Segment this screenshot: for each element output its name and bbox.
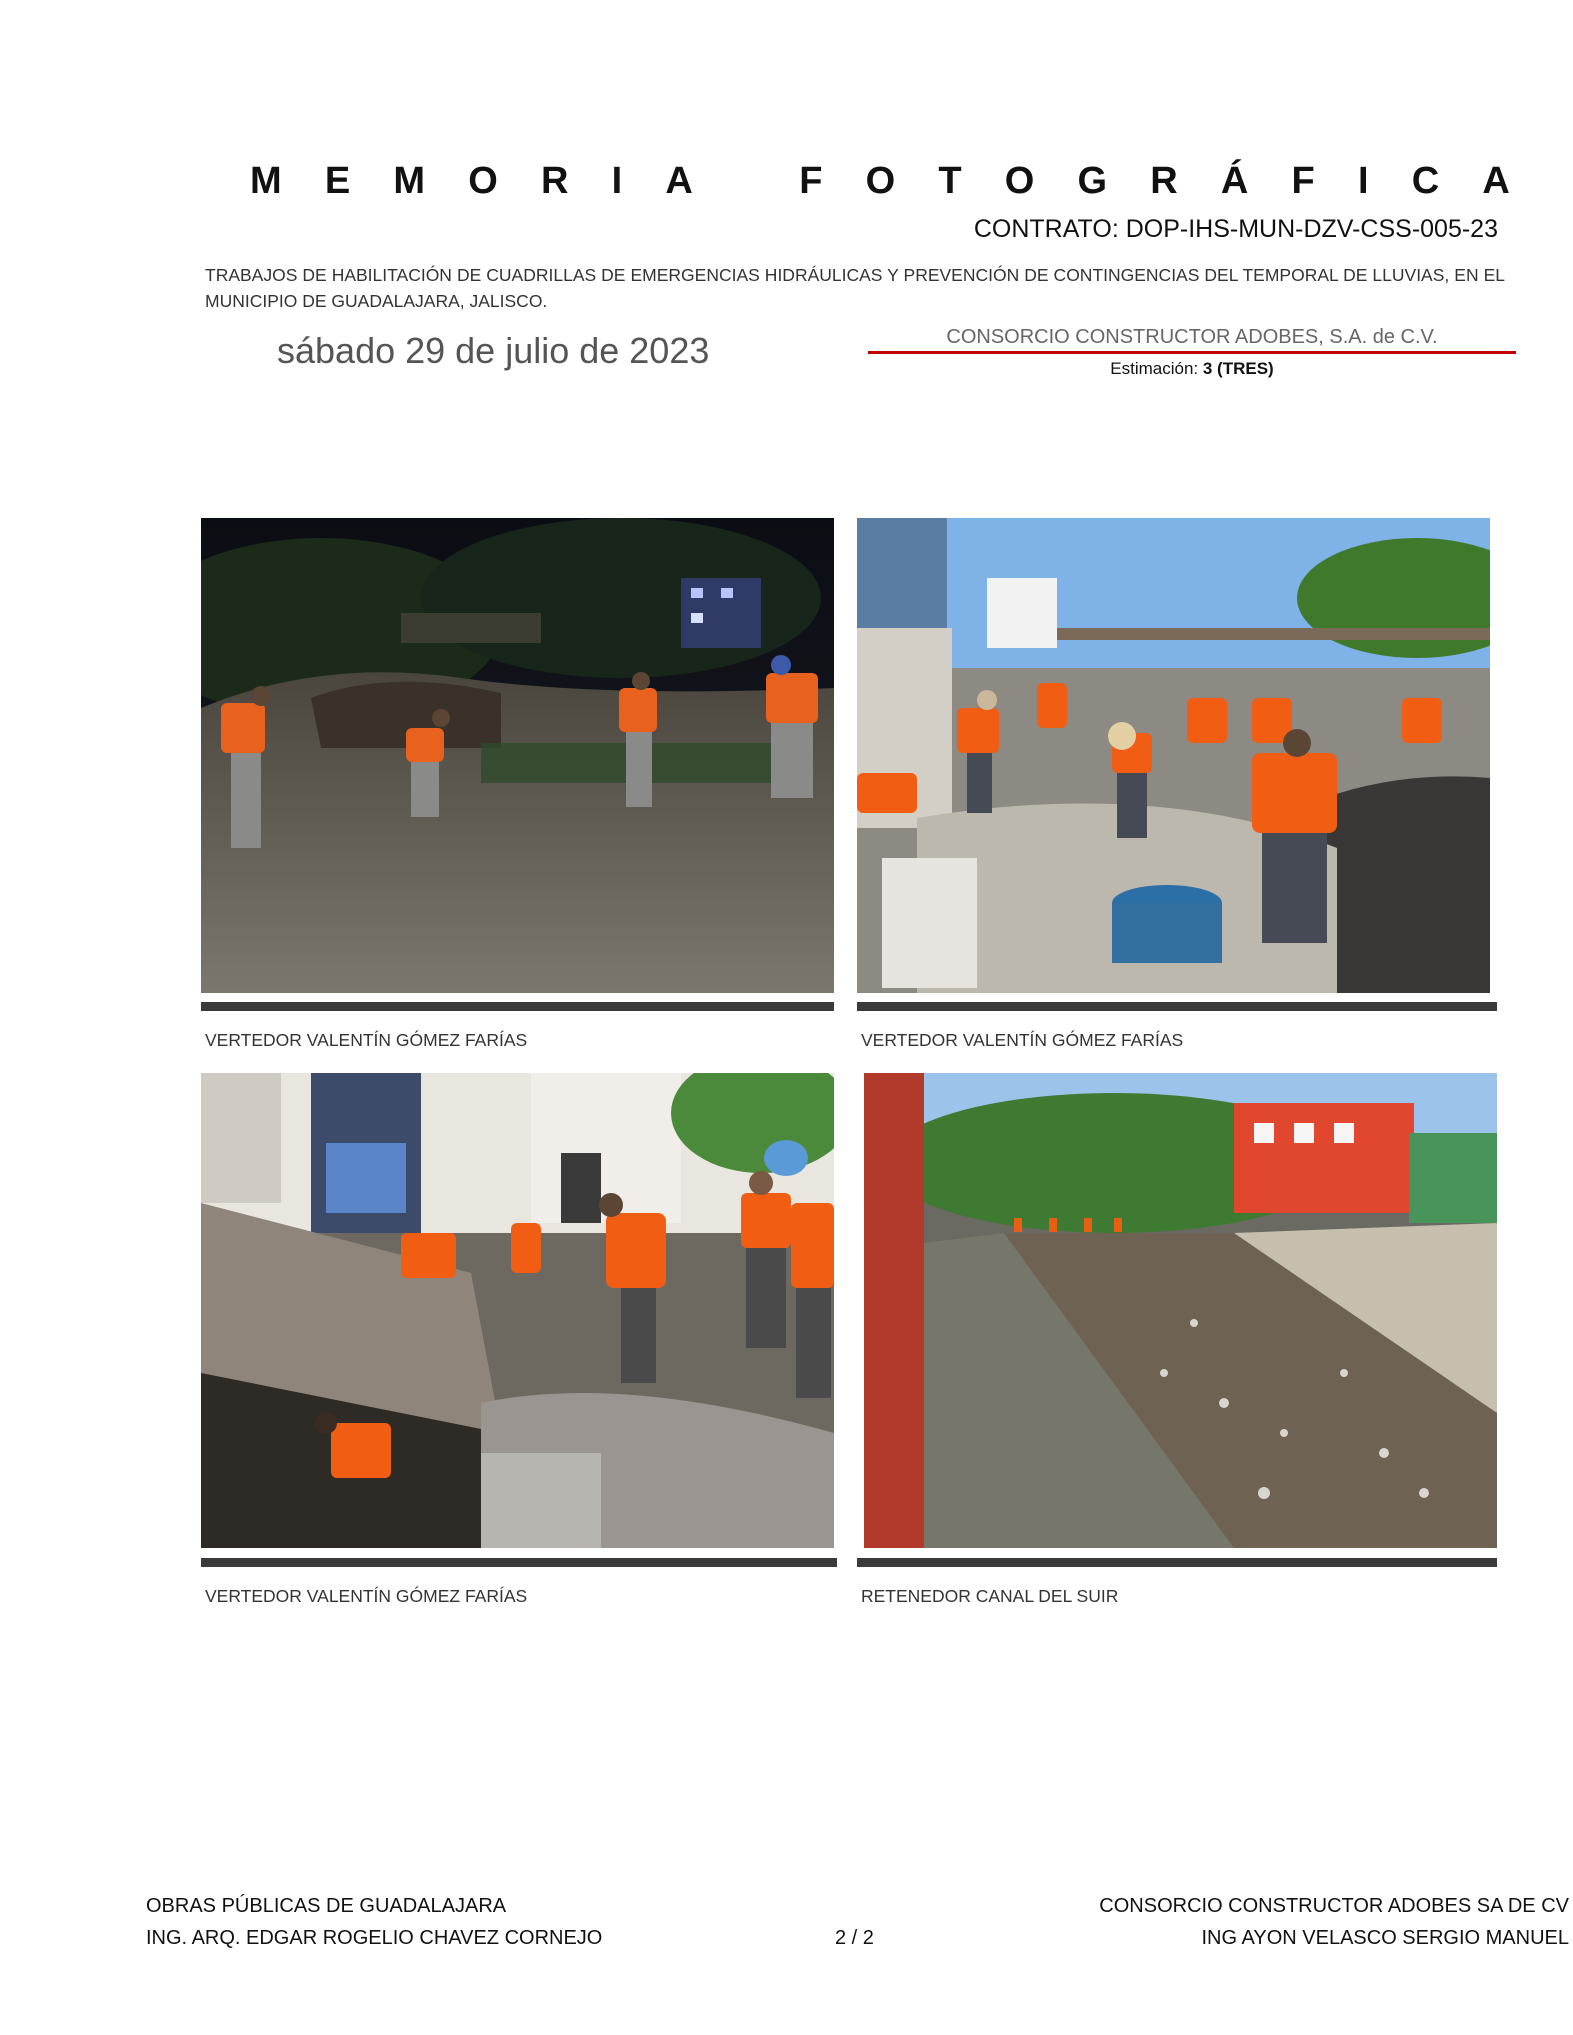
title-letter: T <box>938 160 962 202</box>
title-letter: I <box>1357 160 1369 202</box>
footer-company: CONSORCIO CONSTRUCTOR ADOBES SA DE CV <box>1099 1895 1569 1917</box>
page-number: 2 / 2 <box>835 1927 874 1949</box>
photo-2 <box>857 518 1490 993</box>
photo-1 <box>201 518 834 993</box>
page-title <box>250 160 1510 203</box>
title-letter: R <box>1150 160 1178 202</box>
photo-caption: RETENEDOR CANAL DEL SUIR <box>861 1586 1119 1606</box>
company-name: CONSORCIO CONSTRUCTOR ADOBES, S.A. de C.V. <box>946 326 1438 348</box>
title-letter: I <box>611 160 623 202</box>
photo-bar <box>857 1558 1497 1567</box>
photo-caption: VERTEDOR VALENTÍN GÓMEZ FARÍAS <box>205 1586 528 1606</box>
footer-signer: ING. ARQ. EDGAR ROGELIO CHAVEZ CORNEJO <box>146 1927 603 1949</box>
estimation <box>868 359 1516 379</box>
title-letter: Á <box>1220 160 1249 202</box>
photo-bar <box>201 1558 837 1567</box>
title-letter: O <box>1004 160 1035 202</box>
report-date: sábado 29 de julio de 2023 <box>277 330 710 371</box>
title-letter: M <box>393 160 426 202</box>
photo-3 <box>201 1073 834 1548</box>
contract-number: CONTRATO: DOP-IHS-MUN-DZV-CSS-005-23 <box>973 215 1498 243</box>
title-letter: R <box>540 160 569 202</box>
estimation-value: 3 (TRES) <box>1202 359 1274 378</box>
title-letter: A <box>1482 160 1510 202</box>
title-letter: C <box>1411 160 1440 202</box>
title-letter: E <box>324 160 351 202</box>
photo-caption: VERTEDOR VALENTÍN GÓMEZ FARÍAS <box>861 1030 1184 1050</box>
footer-left <box>146 1890 602 1954</box>
photo-caption: VERTEDOR VALENTÍN GÓMEZ FARÍAS <box>205 1030 528 1050</box>
photo-4 <box>864 1073 1497 1548</box>
photo-bar <box>201 1002 834 1011</box>
work-description: TRABAJOS DE HABILITACIÓN DE CUADRILLAS DE EMERGENCIAS HIDRÁULICAS Y PREVENCIÓN DE CONTINGENCIAS DEL TEMPORAL DE LLUVIAS, EN EL MUNICIPIO DE GUADALAJARA, JALISCO. <box>205 265 1505 311</box>
footer-engineer: ING AYON VELASCO SERGIO MANUEL <box>1201 1927 1569 1949</box>
estimation-label: Estimación: <box>1110 359 1199 378</box>
title-letter: O <box>865 160 896 202</box>
title-letter: G <box>1077 160 1108 202</box>
divider-line <box>868 351 1516 354</box>
title-letter: A <box>665 160 693 202</box>
title-letter: F <box>799 160 823 202</box>
title-letter: M <box>250 160 282 202</box>
photo-bar <box>857 1002 1497 1011</box>
footer-org: OBRAS PÚBLICAS DE GUADALAJARA <box>146 1895 507 1917</box>
footer-right <box>1009 1890 1573 1954</box>
title-letter: O <box>468 160 498 202</box>
title-letter: F <box>1291 160 1315 202</box>
